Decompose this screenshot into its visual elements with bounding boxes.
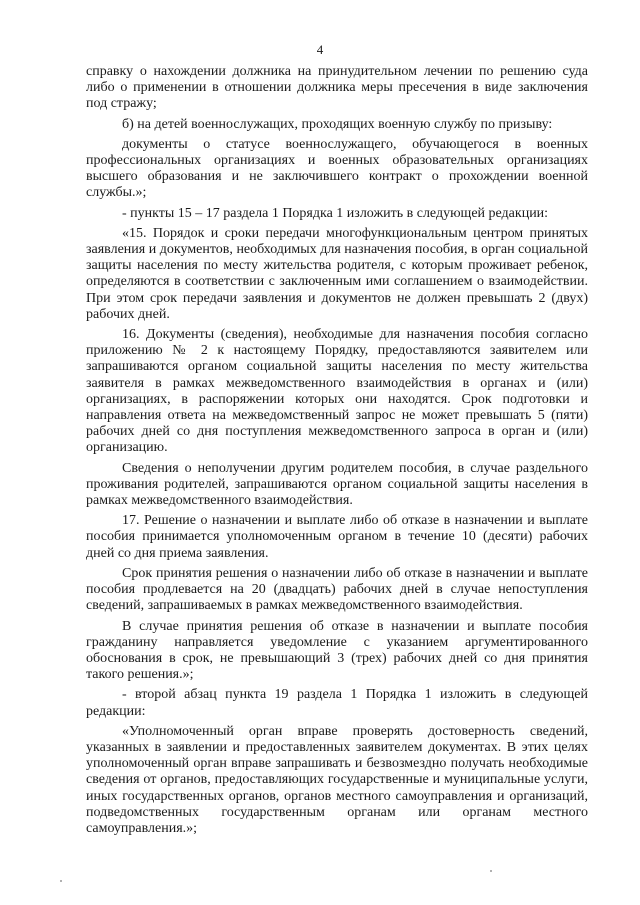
document-body — [86, 64, 588, 841]
scan-speck — [60, 880, 62, 882]
paragraph: «15. Порядок и сроки передачи многофункциональным центром принятых заявления и документов, необходимых для назначения пособия, в орган социальной защиты населения по месту жительства родителя, с которым проживает ребенок, определяются в соответствии с заключенным ими соглашением о взаимодействии. При этом срок передачи заявления и документов не должен превышать 2 (двух) рабочих дней. — [86, 225, 588, 322]
paragraph: документы о статусе военнослужащего, обучающегося в военных профессиональных организациях и военных образовательных организациях высшего образования и не заключившего контракт о прохождении военной службы.»; — [86, 136, 588, 201]
paragraph: - второй абзац пункта 19 раздела 1 Порядка 1 изложить в следующей редакции: — [86, 687, 588, 719]
paragraph: Срок принятия решения о назначении либо об отказе в назначении и выплате пособия продлевается на 20 (двадцать) рабочих дней в случае непоступления сведений, запрашиваемых в рамках межведомственного взаимодействия. — [86, 565, 588, 614]
paragraph: справку о нахождении должника на принудительном лечении по решению суда либо о применении в отношении должника меры пресечения в виде заключения под стражу; — [86, 64, 588, 112]
paragraph: 16. Документы (сведения), необходимые для назначения пособия согласно приложению № 2 к настоящему Порядку, предоставляются заявителем или запрашиваются органом социальной защиты населения по месту жительства заявителя в рамках межведомственного взаимодействия в органах и (или) организациях, в распоряжении которых они находятся. Срок подготовки и направления ответа на межведомственный запрос не может превышать 5 (пяти) рабочих дней со дня поступления межведомственного запроса в орган и (или) организацию. — [86, 327, 588, 456]
paragraph: Сведения о неполучении другим родителем пособия, в случае раздельного проживания родителей, запрашиваются органом социальной защиты населения в рамках межведомственного взаимодействия. — [86, 460, 588, 509]
paragraph: В случае принятия решения об отказе в назначении и выплате пособия гражданину направляется уведомление с указанием аргументированного обоснования в срок, не превышающий 3 (трех) рабочих дней со дня принятия такого решения.»; — [86, 618, 588, 683]
paragraph: «Уполномоченный орган вправе проверять достоверность сведений, указанных в заявлении и предоставленных заявителем документах. В этих целях уполномоченный орган вправе запрашивать и безвозмездно получать необходимые сведения от органов, предоставляющих государственные и муниципальные услуги, иных государственных органов, органов местного самоуправления и организаций, подведомственных государственным органам или органам местного самоуправления.»; — [86, 723, 588, 836]
scan-speck — [490, 870, 492, 872]
page-number: 4 — [316, 42, 324, 57]
paragraph: б) на детей военнослужащих, проходящих военную службу по призыву: — [122, 116, 553, 132]
paragraph: - пункты 15 – 17 раздела 1 Порядка 1 изложить в следующей редакции: — [122, 205, 549, 221]
paragraph: 17. Решение о назначении и выплате либо об отказе в назначении и выплате пособия принимается уполномоченным органом в течение 10 (десяти) рабочих дней со дня приема заявления. — [86, 513, 588, 561]
